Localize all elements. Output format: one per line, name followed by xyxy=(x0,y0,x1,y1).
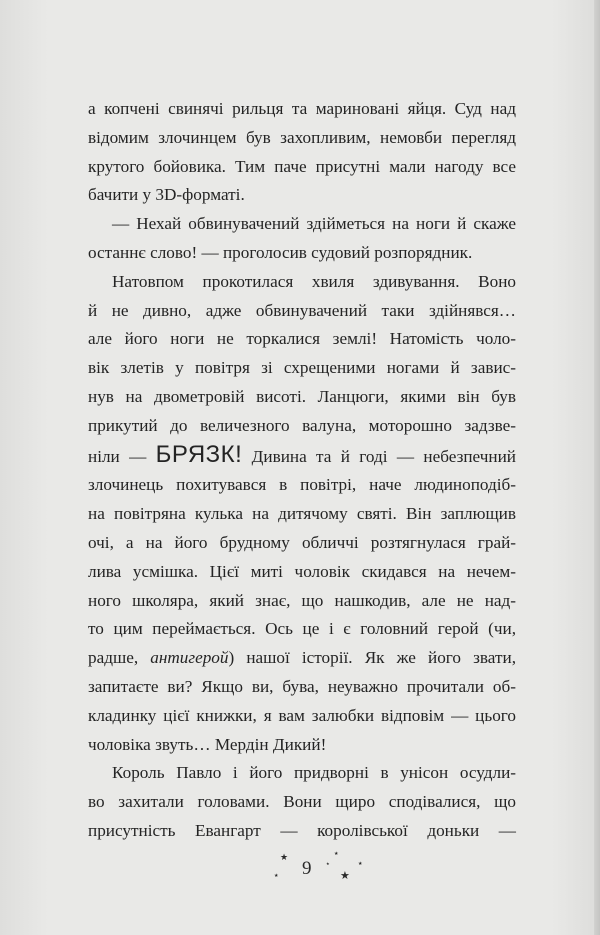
text-line: Натовпом прокотилася хвиля здивування. Воно xyxy=(112,271,516,291)
text-fragment: ніли — xyxy=(88,446,156,466)
text-line: злочинець похитувався в повітрі, наче людиноподіб- xyxy=(88,475,516,495)
italic-word: антигерой xyxy=(150,648,229,668)
text-line-with-sound-effect xyxy=(88,441,516,472)
text-line: й не дивно, адже обвинувачений таки здійнявся… xyxy=(88,300,516,320)
page-footer xyxy=(268,852,368,892)
text-fragment: радше, xyxy=(88,648,151,668)
page-edge-shadow xyxy=(594,0,600,935)
star-icon: ★ xyxy=(358,861,363,867)
text-line: — Нехай обвинувачений здійметься на ноги й скаже xyxy=(112,214,516,234)
star-icon: ★ xyxy=(274,873,279,879)
text-line: присутність Евангарт — королівської доньки — xyxy=(88,820,516,840)
text-line: очі, а на його брудному обличчі розтягнулася грай- xyxy=(88,532,516,552)
text-line: вік злетів у повітря зі схрещеними ногами й завис- xyxy=(88,358,516,378)
text-line: на повітряна кулька на дитячому святі. Він заплющив xyxy=(88,504,516,524)
text-line: відомим злочинцем був захопливим, немовби перегляд xyxy=(88,127,516,147)
text-line: запитаєте ви? Якщо ви, бува, неуважно прочитали об- xyxy=(88,676,516,696)
sound-effect-word: БРЯЗК! xyxy=(155,440,243,468)
text-line-with-italic xyxy=(88,644,516,673)
text-line: прикутий до величезного валуна, моторошно задзве- xyxy=(88,415,516,435)
text-line: во захитали головами. Вони щиро сподівалися, що xyxy=(88,792,516,812)
star-icon: ★ xyxy=(340,869,350,882)
text-line: кладинку цієї книжки, я вам залюбки відповім — цього xyxy=(88,705,516,725)
text-line: ного школяра, який знає, що нашкодив, але не над- xyxy=(88,590,516,610)
body-text xyxy=(88,95,516,846)
text-line: лива усмішка. Цієї миті чоловік скидався на нечем- xyxy=(88,561,516,581)
text-line: нув на двометровій висоті. Ланцюги, якими він був xyxy=(88,386,516,406)
text-line: крутого бойовика. Тим паче присутні мали нагоду все xyxy=(88,156,516,176)
text-fragment: Дивина та й годі — небезпечний xyxy=(242,446,516,466)
text-line: але його ноги не торкалися землі! Натомість чоло- xyxy=(88,329,516,349)
text-line: останнє слово! — проголосив судовий розпорядник. xyxy=(88,242,473,262)
text-line: а копчені свинячі рильця та мариновані яйця. Суд над xyxy=(88,99,516,118)
text-line: Король Павло і його придворні в унісон осудли- xyxy=(112,763,516,783)
text-line: то цим переймається. Ось це і є головний герой (чи, xyxy=(88,619,516,639)
text-line: бачити у 3D-форматі. xyxy=(88,185,245,205)
page-number: 9 xyxy=(302,858,312,879)
star-icon: ★ xyxy=(334,851,339,857)
star-icon: ★ xyxy=(280,853,289,863)
text-line: чоловіка звуть… Мердін Дикий! xyxy=(88,734,327,754)
text-fragment: ) нашої історії. Як же його звати, xyxy=(228,648,516,668)
star-icon: ★ xyxy=(326,861,330,866)
